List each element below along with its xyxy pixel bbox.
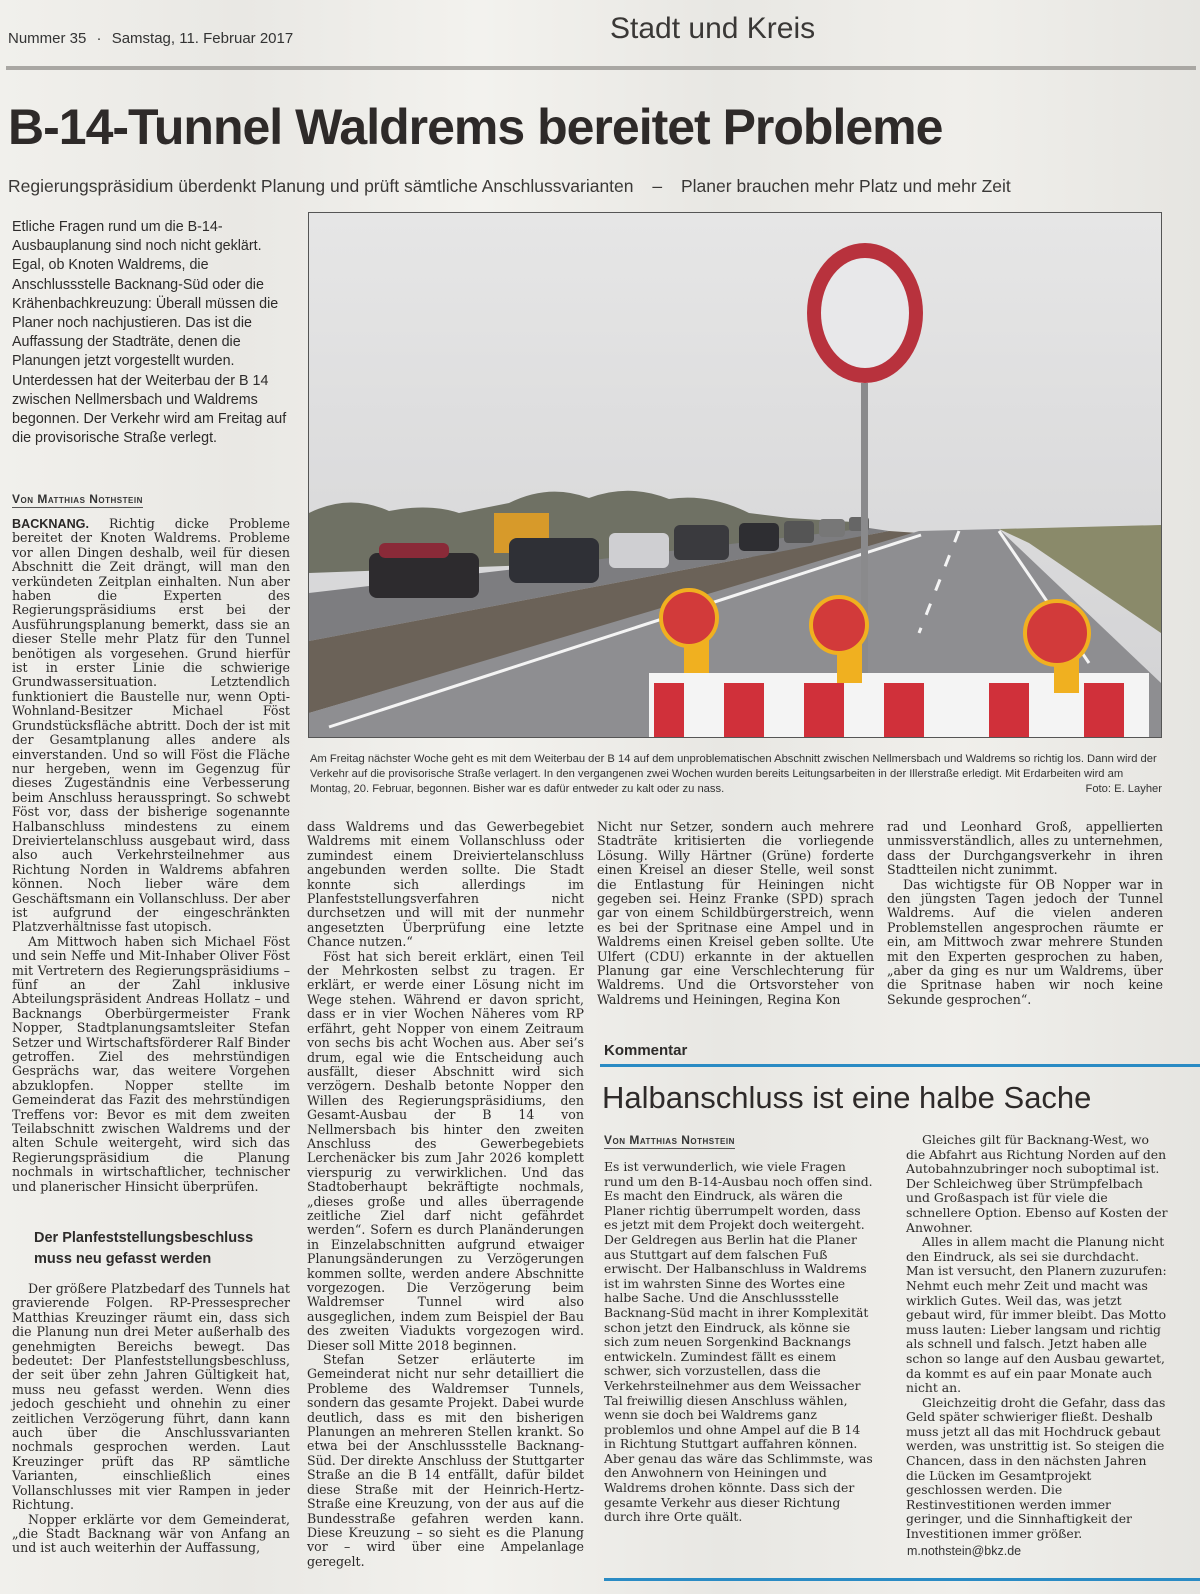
barrier-stripe <box>804 683 844 737</box>
paragraph: Alles in allem macht die Planung nicht den Eindruck, als sei sie durchdacht. Man ist versucht, den Planern zuzurufen: Nehmt euch mehr Zeit und macht was wirklich Gutes. Weil das, was jetzt gebaut wird, für immer bleibt. Das Motto muss lauten: Lieber langsam und richtig als schnell und falsch. Jetzt haben alle schon so lange auf den Ausbau gewartet, da kommt es auf ein paar Monate auch nicht an. <box>906 1234 1167 1396</box>
paragraph: Stefan Setzer erläuterte im Gemeinderat nicht nur sehr detailliert die Probleme des Waldremser Tunnels, sondern das gesamte Projekt. Dabei wurde deutlich, dass es mit den bisherigen Planungen an mehreren Stellen krankt. So etwa bei der Anschlussstelle Backnang-Süd. Der direkte Anschluss der Stuttgarter Straße an die B 14 entfällt, dafür bildet diese Straße mit der Heinrich-Hertz-Straße eine Kreuzung, von der aus auf die Bundesstraße gefahren werden kann. Diese Kreuzung – so sieht es die Planung vor – wird über eine Ampelanlage geregelt. <box>307 1352 584 1569</box>
paragraph: Nicht nur Setzer, sondern auch mehrere Stadträte kritisierten die vorliegende Lösung. Willy Härtner (Grüne) forderte einen Kreisel an dieser Stelle, weil sonst die Entlastung für Heiningen nicht gegeben sei. Heinz Franke (SPD) sprach gar von einem Schildbürgerstreich, wenn es bei der Spritnase eine Ampel und in Waldrems einen Kreisel geben sollte. Ute Ulfert (CDU) erkannte in der aktuellen Planung gar eine Verschlechterung für Waldrems. Und die Ortsvorsteher von Waldrems und Heiningen, Regina Kon <box>597 819 874 1007</box>
kommentar-column-1 <box>604 1160 876 1525</box>
paragraph: Gleiches gilt für Backnang-West, wo die Abfahrt aus Richtung Norden auf den Autobahnzubringer noch suboptimal ist. Der Schleichweg über Strümpfelbach und Großaspach ist für viele die schnellere Option. Ebenso auf Kosten der Anwohner. <box>906 1132 1168 1235</box>
kommentar-column-2 <box>906 1133 1168 1542</box>
author-email[interactable]: m.nothstein@bkz.de <box>907 1544 1022 1558</box>
paragraph: rad und Leonhard Groß, appellierten unmissverständlich, alles zu unternehmen, dass der Durchgangsverkehr in ihren Stadtteilen nicht zunimmt. <box>887 819 1163 878</box>
barrier-stripe <box>1084 683 1124 737</box>
no-entry-sign-center <box>821 258 909 368</box>
paragraph: Am Mittwoch haben sich Michael Föst und sein Neffe und Mit-Inhaber Oliver Föst mit Vertretern des Regierungspräsidiums – fünf an der Zahl inklusive Abteilungspräsident Andreas Hollatz – und Backnangs Oberbürgermeister Frank Nopper, Stadtplanungsamtsleiter Stefan Setzer und Wirtschaftsförderer Ralf Binder getroffen. Ziel des mehrstündigen Gesprächs war, das weitere Vorgehen abzuklopfen. Nopper stellte im Gemeinderat das Fazit des mehrstündigen Treffens vor: Bevor es mit dem zweiten Teilabschnitt zwischen Waldrems und der alten Schule weitergeht, wird sich das Regierungspräsidium die Planung nochmals in wirtschaftlicher, technischer und planerischer Hinsicht überprüfen. <box>12 933 290 1194</box>
car <box>509 538 599 583</box>
car <box>739 523 779 551</box>
article-subhead <box>8 176 1011 197</box>
kommentar-label: Kommentar <box>604 1042 688 1059</box>
article-headline: B-14-Tunnel Waldrems bereitet Probleme <box>8 99 943 155</box>
paragraph: Gleichzeitig droht die Gefahr, dass das Geld später schwieriger fließt. Deshalb muss jetzt all das mit Hochdruck gebaut werden, was unstrittig ist. So steigen die Chancen, dass in den nächsten Jahren die Lücken im Gesamtprojekt geschlossen werden. Die Restinvestitionen werden immer geringer, und die Sinnhaftigkeit der Investitionen immer größer. <box>906 1394 1166 1542</box>
photo-caption <box>310 752 1162 797</box>
car <box>369 553 479 598</box>
car <box>674 525 729 560</box>
subhead-dash: – <box>652 176 663 196</box>
article-column-1 <box>12 517 290 1194</box>
paragraph: dass Waldrems und das Gewerbegebiet Waldrems mit einem Vollanschluss oder zumindest einem Dreiviertelanschluss angebunden werden sollte. Die Stadt konnte sich allerdings im Planfeststellungsverfahren nicht durchsetzen und will mit der nunmehr angesetzten Überprüfung eine letzte Chance nutzen.“ <box>307 819 584 950</box>
photo-credit: Foto: E. Layher <box>1085 783 1162 795</box>
paragraph: Es ist verwunderlich, wie viele Fragen rund um den B-14-Ausbau noch offen sind. Es macht den Eindruck, als wären die Planer richtig überrumpelt worden, dass es jetzt mit dem Projekt doch weitergeht. Der Geldregen aus Berlin hat die Planer aus Stuttgart auf dem falschen Fuß erwischt. Der Halbanschluss in Waldrems ist im wahrsten Sinne des Wortes eine halbe Sache. Und die Anschlussstelle Backnang-Süd macht in ihrer Komplexität schon jetzt den Eindruck, als könne sie sich zum neuen Sorgenkind Backnangs entwickeln. Zumindest fällt es einem schwer, sich vorzustellen, dass die Verkehrsteilnehmer aus dem Weissacher Tal freiwillig diesen Anschluss wählen, wenn sie doch bei Waldrems ganz problemlos und ohne Ampel auf die B 14 in Richtung Stuttgart auffahren können. Aber genau das wäre das Schlimmste, was den Anwohnern von Heiningen und Waldrems drohen könnte. Dass sich der gesamte Verkehr aus dieser Richtung durch ihre Orte quält. <box>604 1159 873 1525</box>
article-column-1b <box>12 1282 290 1556</box>
subhead-left: Regierungspräsidium überdenkt Planung und prüft sämtliche Anschlussvarianten <box>8 176 634 196</box>
article-byline: Von Matthias Nothstein <box>12 492 143 506</box>
article-column-2 <box>307 820 584 1569</box>
barrier-stripe <box>989 683 1029 737</box>
paragraph: Der größere Platzbedarf des Tunnels hat gravierende Folgen. RP-Pressesprecher Matthias Kreuzinger räumt ein, dass sich die Planung nun drei Meter außerhalb des genehmigten Bereichs bewegt. Das bedeutet: Der Planfeststellungsbeschluss, der seit über zehn Jahren Gültigkeit hat, muss neu gefasst werden. Wenn dies jedoch geschieht und ohnehin zu einer zeitlichen Verzögerung führt, dann kann auch über die Anschlussvarianten nochmals gesprochen werden. Laut Kreuzinger prüft das RP sämtliche Varianten, einschließlich eines Vollanschlusses mit vier Rampen in jeder Richtung. <box>12 1281 290 1513</box>
kommentar-title: Halbanschluss ist eine halbe Sache <box>602 1080 1092 1115</box>
warning-lamp <box>1025 601 1089 665</box>
car <box>609 533 669 568</box>
kommentar-byline: Von Matthias Nothstein <box>604 1133 735 1147</box>
paragraph: Das wichtigste für OB Nopper war in den jüngsten Tagen jedoch der Tunnel Waldrems. Auf die vielen anderen Problemstellen angesprochen räumte er ein, am Mittwoch zwar mehrere Stunden mit den Experten gesprochen zu haben, „aber da ging es nur um Waldrems, über die Spritnase haben wir noch keine Sekunde gesprochen“. <box>887 876 1163 1007</box>
article-subheading: Der Planfeststellungsbeschluss muss neu gefasst werden <box>34 1230 254 1267</box>
paragraph: Föst hat sich bereit erklärt, einen Teil der Mehrkosten selbst zu tragen. Er erklärt, er werde einer Lösung nicht im Wege stehen. Während er davon spricht, dass er in vier Wochen Näheres vom RP erfährt, geht Nopper von einem Zeitraum von sechs bis acht Wochen aus. Aber sei’s drum, egal wie die Entscheidung auch ausfällt, dieser Abschnitt wird sich verzögern. Deshalb betonte Nopper den Willen des Regierungspräsidiums, den Gesamt-Ausbau der B 14 von Nellmersbach bis hinter den zweiten Anschluss des Gewerbegebiets Lerchenäcker bis zum Jahr 2026 komplett vierspurig zu verwirklichen. Und das Stadtoberhaupt bekräftigte nochmals, „dieses große und alles überragende zeitliche Ziel darf nicht gefährdet werden“. Sofern es durch Planänderungen in Einzelabschnitten aufgrund etwaiger Planungsänderungen zu Verzögerungen kommen sollte, werden andere Abschnitte vorgezogen. Die Verzögerung beim Waldremser Tunnel wird also ausgeglichen, indem zum Beispiel der Bau des zweiten Viadukts vorgezogen wird. Dieser soll Mitte 2018 beginnen. <box>307 948 584 1353</box>
car <box>819 519 845 537</box>
section-title: Stadt und Kreis <box>610 12 816 45</box>
car <box>784 521 814 543</box>
barrier-stripe <box>654 683 684 737</box>
kommentar-top-rule <box>600 1064 1200 1067</box>
issue-number: Nummer 35 <box>8 30 87 47</box>
article-column-3 <box>597 820 874 1007</box>
dateline: BACKNANG. <box>12 517 89 531</box>
caption-text: Am Freitag nächster Woche geht es mit dem Weiterbau der B 14 auf dem unproblematischen Abschnitt zwischen Nellmersbach und Waldrems so richtig los. Dann wird der Verkehr auf die provisorische Straße verlagert. In den vergangenen zwei Wochen wurden bereits Leitungsarbeiten in der Illerstraße erledigt. Mit Erdarbeiten wird am Montag, 20. Februar, begonnen. Bisher war es dafür entweder zu kalt oder zu nass. <box>310 753 1157 795</box>
article-photo <box>308 212 1162 738</box>
sign-pole <box>861 383 868 703</box>
photo-illustration <box>309 213 1161 737</box>
masthead-issue-line <box>8 30 293 47</box>
issue-date: Samstag, 11. Februar 2017 <box>111 30 294 47</box>
warning-lamp <box>811 597 867 653</box>
paragraph: BACKNANG. Richtig dicke Probleme bereitet der Knoten Waldrems. Probleme vor allen Dingen deshalb, weil für diesen Abschnitt die Zeit drängt, will man den verkündeten Zeitplan einhalten. Nun aber haben die Experten des Regierungspräsidiums erst bei der Ausführungsplanung bemerkt, dass sie an dieser Stelle mehr Platz für den Tunnel benötigen als vorgesehen. Grund hierfür ist in erster Linie die schwierige Grundwassersituation. Letztendlich funktioniert die Baustelle nur, wenn Opti-Wohnland-Besitzer Michael Föst Grundstücksfläche abtritt. Doch der ist mit der Gesamtplanung alles andere als einverstanden. Und so will Föst die Fläche nur hergeben, wenn im Gegenzug für dieses Zugeständnis eine Verbesserung beim Anschluss herausspringt. So schwebt Föst vor, dass der bisherige sogenannte Halbanschluss mindestens zu einem Dreiviertelanschluss ausgebaut wird, dass also auch Verkehrsteilnehmer aus Richtung Norden in Waldrems abfahren können. Noch lieber wäre dem Geschäftsmann ein Vollanschluss. Der aber ist aufgrund der eingeschränkten Platzverhältnisse fast utopisch. <box>12 516 290 935</box>
article-lead: Etliche Fragen rund um die B-14-Ausbauplanung sind noch nicht geklärt. Egal, ob Knoten Waldrems, die Anschlussstelle Backnang-Süd oder die Krähenbachkreuzung: Überall müssen die Planer noch nachjustieren. Das ist die Auffassung der Stadträte, denen die Planungen jetzt vorgestellt wurden. Unterdessen hat der Weiterbau der B 14 zwischen Nellmersbach und Waldrems begonnen. Der Verkehr wird am Freitag auf die provisorische Straße verlegt. <box>12 219 287 447</box>
warning-lamp <box>661 590 717 646</box>
barrier-stripe <box>724 683 764 737</box>
masthead-separator: · <box>96 30 102 47</box>
barrier-stripe <box>884 683 924 737</box>
kommentar-bottom-rule <box>604 1578 1200 1581</box>
subhead-right: Planer brauchen mehr Platz und mehr Zeit <box>681 176 1011 196</box>
car-roof <box>379 543 449 558</box>
paragraph: Nopper erklärte vor dem Gemeinderat, „die Stadt Backnang wär von Anfang an und ist auch weiterhin der Auffassung, <box>12 1511 290 1556</box>
article-column-4 <box>887 820 1163 1007</box>
masthead-rule <box>6 66 1196 70</box>
